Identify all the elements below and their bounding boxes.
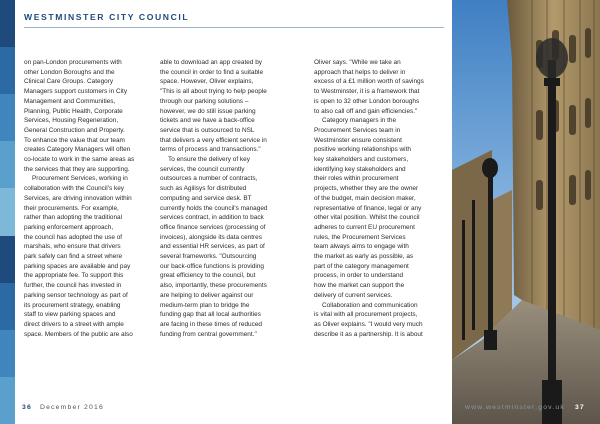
body-text-line: Westminster ensure consistent bbox=[314, 136, 402, 144]
body-text-line: however, we do still issue parking bbox=[160, 107, 256, 115]
side-bar-segment bbox=[0, 330, 15, 377]
body-text-line: the council in order to find a suitable bbox=[160, 68, 264, 76]
body-text-line: Collaboration and communication bbox=[322, 301, 418, 309]
body-text-line: its procurement strategy, enabling bbox=[24, 301, 121, 309]
left-page-number: 36 bbox=[22, 404, 32, 411]
body-text-line: able to download an app created by bbox=[160, 59, 263, 66]
body-text-line: services, the council currently bbox=[160, 165, 245, 173]
side-bar-segment bbox=[0, 236, 15, 283]
side-bar-segment bbox=[0, 47, 15, 94]
body-text-line: direct drivers to a street with ample bbox=[24, 320, 124, 328]
body-text-line: as Oliver explains. "I would very much bbox=[314, 320, 423, 328]
body-text-line: funding from central government." bbox=[160, 330, 257, 338]
body-text-line: on pan-London procurements with bbox=[24, 59, 122, 66]
body-text-line: the council has adopted the use of bbox=[24, 233, 123, 241]
body-text-line: parking spaces are available and pay bbox=[24, 262, 131, 270]
body-text-line: Services, are driving innovation within bbox=[24, 194, 132, 202]
body-text-line: their procurements. For example, bbox=[24, 204, 119, 212]
body-text-line: tickets and we have a back-office bbox=[160, 117, 255, 125]
body-text-line: General Construction and Property. bbox=[24, 126, 125, 134]
body-text-line: is vital with all procurement projects, bbox=[314, 311, 418, 319]
body-text-line: describe it as a partnership. It is about bbox=[314, 330, 423, 338]
body-text-line: to Westminster, it is a framework that bbox=[314, 88, 420, 96]
body-text-line: other London Boroughs and the bbox=[24, 68, 115, 76]
body-text-line: marshals, who ensure that drivers bbox=[24, 243, 121, 251]
body-text-line: invoices), alongside its data centres bbox=[160, 233, 262, 241]
body-text-line: team always aims to engage with bbox=[314, 243, 409, 251]
color-side-bar bbox=[0, 0, 15, 424]
body-text-line: are facing in these times of reduced bbox=[160, 320, 262, 328]
body-text-line: space. However, Oliver explains, bbox=[160, 78, 254, 86]
body-text-line: positive working relationships with bbox=[314, 146, 411, 154]
body-text-line: process, in order to understand bbox=[314, 272, 404, 280]
side-bar-segment bbox=[0, 283, 15, 330]
body-text-line: parking sensor technology as part of bbox=[24, 291, 128, 299]
body-text-line: currently holds the council's managed bbox=[160, 204, 268, 212]
body-text-line: space. Members of the public are also bbox=[24, 330, 133, 338]
body-text-line: that delivers a very efficient service in bbox=[160, 136, 267, 144]
body-text-line: great efficiency to the council, but bbox=[160, 272, 256, 280]
body-text-line: staff to view parking spaces and bbox=[24, 311, 116, 319]
text-column-3 bbox=[314, 58, 454, 339]
text-column-1 bbox=[24, 58, 164, 339]
body-text-line: Planning, Public Health, Corporate bbox=[24, 107, 123, 115]
footer-left bbox=[22, 404, 104, 411]
body-text-line: services contract, in addition to back bbox=[160, 214, 264, 222]
body-text-line: Procurement Services team in bbox=[314, 126, 401, 134]
body-text-line: adheres to current EU procurement bbox=[314, 223, 415, 231]
body-text-line: are helping to deliver against our bbox=[160, 291, 254, 299]
body-text-line: creates Category Managers will often bbox=[24, 146, 131, 154]
body-text-line: also, importantly, these procurements bbox=[160, 282, 267, 290]
body-text-line: their roles within procurement bbox=[314, 175, 399, 183]
body-text-line: Category managers in the bbox=[322, 117, 397, 125]
body-text-line: rules, the Procurement Services bbox=[314, 233, 406, 241]
header-rule bbox=[24, 27, 444, 28]
body-text-line: through our parking solutions – bbox=[160, 97, 249, 105]
body-text-line: Services, Housing Regeneration, bbox=[24, 117, 119, 125]
westminster-palace-photo bbox=[452, 0, 600, 424]
body-text-line: is open to 32 other London boroughs bbox=[314, 97, 420, 105]
body-text-line: co-locate to work in the same areas as bbox=[24, 156, 135, 164]
body-text-line: delivery of current services. bbox=[314, 291, 393, 299]
body-text-line: other vital position. Whilst the council bbox=[314, 214, 420, 222]
publication-header: WESTMINSTER CITY COUNCIL bbox=[24, 12, 190, 22]
body-text-line: "This is all about trying to help people bbox=[160, 88, 267, 96]
website-url[interactable]: www.westminster.gov.uk bbox=[465, 404, 565, 411]
body-text-line: key stakeholders and customers, bbox=[314, 156, 409, 164]
body-text-line: Procurement Services, working in bbox=[32, 175, 128, 183]
body-text-line: office finance services (processing of bbox=[160, 223, 266, 231]
body-text-line: funding gap that all local authorities bbox=[160, 311, 261, 319]
photo-illustration bbox=[452, 0, 600, 424]
body-text-line: to also call off and gain efficiencies." bbox=[314, 107, 418, 115]
body-text-line: collaboration with the Council's key bbox=[24, 185, 124, 193]
body-text-line: excess of a £1 million worth of savings bbox=[314, 78, 424, 86]
side-bar-segment bbox=[0, 141, 15, 188]
body-text-line: parking enforcement approach, bbox=[24, 223, 114, 231]
body-text-line: the appropriate fee. To support this bbox=[24, 272, 124, 280]
body-text-line: further, the council has invested in bbox=[24, 282, 122, 290]
side-bar-segment bbox=[0, 94, 15, 141]
right-page-number: 37 bbox=[574, 404, 585, 411]
body-text-line: Managers support customers in City bbox=[24, 88, 128, 96]
body-text-line: outsources a number of contracts, bbox=[160, 175, 258, 183]
body-text-line: park safely can find a street where bbox=[24, 253, 123, 261]
issue-date: December 2016 bbox=[39, 404, 104, 411]
body-text-line: and essential HR services, as part of bbox=[160, 243, 265, 251]
body-text-line: service that is outsourced to NSL bbox=[160, 126, 255, 134]
body-text-line: the services that they are supporting. bbox=[24, 165, 130, 173]
body-text-line: projects, whether they are the owner bbox=[314, 185, 419, 193]
body-text-line: medium-term plan to bridge the bbox=[160, 301, 250, 309]
body-text-line: of the budget, main decision maker, bbox=[314, 194, 416, 202]
body-text-line: Oliver says. "While we take an bbox=[314, 59, 401, 66]
footer-right bbox=[465, 404, 585, 411]
side-bar-segment bbox=[0, 188, 15, 235]
body-text-line: rather than adopting the traditional bbox=[24, 214, 123, 222]
body-text-line: our back-office functions is providing bbox=[160, 262, 265, 270]
body-text-line: several frameworks. "Outsourcing bbox=[160, 253, 257, 261]
body-text-line: To ensure the delivery of key bbox=[168, 156, 250, 164]
body-text-line: computing and service desk. BT bbox=[160, 194, 252, 202]
body-text-line: Clinical Care Groups. Category bbox=[24, 78, 114, 86]
body-text-line: such as Agilisys for distributed bbox=[160, 185, 247, 193]
side-bar-segment bbox=[0, 377, 15, 424]
body-text-line: approach that helps to deliver in bbox=[314, 68, 406, 76]
body-text-line: how the market can support the bbox=[314, 282, 405, 290]
body-text-line: representative of finance, legal or any bbox=[314, 204, 422, 212]
body-text-line: To enhance the value that our team bbox=[24, 136, 125, 144]
body-text-line: part of the category management bbox=[314, 262, 409, 270]
text-column-2 bbox=[160, 58, 300, 339]
side-bar-segment bbox=[0, 0, 15, 47]
body-text-line: Management and Communities, bbox=[24, 97, 116, 105]
body-text-line: the market as early as possible, as bbox=[314, 253, 414, 261]
body-text-line: terms of process and transactions." bbox=[160, 146, 261, 154]
body-text-line: identifying key stakeholders and bbox=[314, 165, 406, 173]
